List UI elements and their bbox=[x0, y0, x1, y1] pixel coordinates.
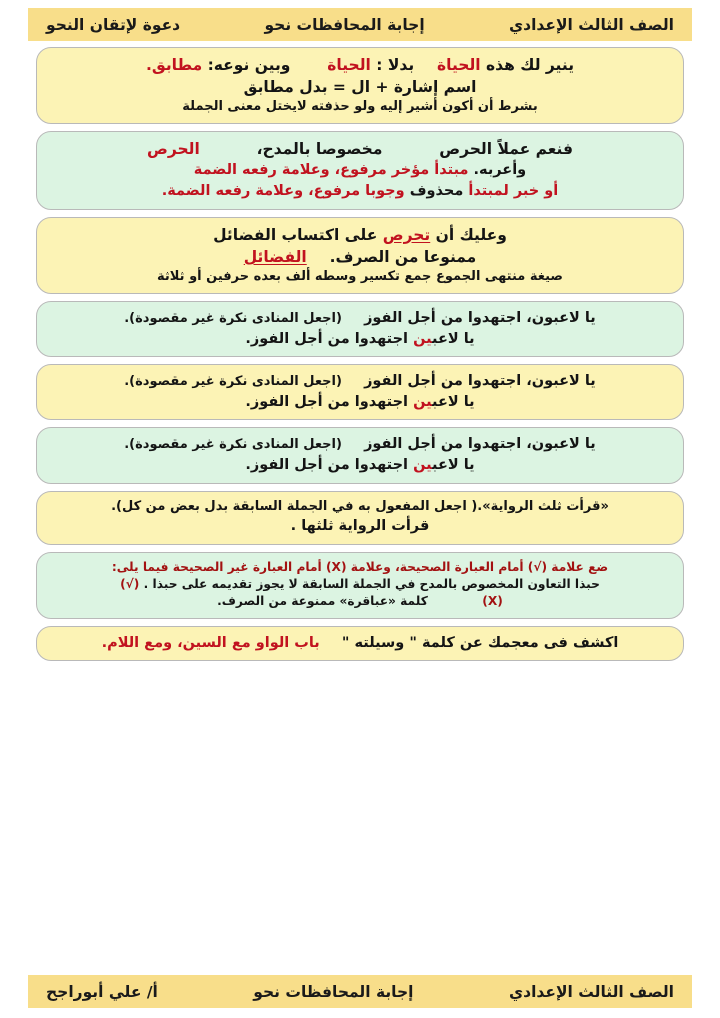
card2-l2-a: وأعربه. bbox=[473, 162, 527, 179]
footer-teacher-label: أ/ علي أبوراجح bbox=[46, 982, 158, 1001]
card1-line1 bbox=[53, 54, 667, 76]
card2-l1-b: مخصوصا بالمدح، bbox=[256, 140, 383, 159]
answer-card-mamnu-min-sarf bbox=[36, 217, 684, 294]
header-class-label: الصف الثالث الإعدادي bbox=[508, 15, 674, 34]
card5-l1-a: يا لاعبون، اجتهدوا من أجل الفوز bbox=[364, 373, 596, 390]
card5-l2-c: اجتهدوا من أجل الفوز. bbox=[245, 393, 408, 410]
card4-l2-c: اجتهدوا من أجل الفوز. bbox=[245, 330, 408, 347]
card2-line2 bbox=[53, 160, 667, 181]
card1-l1-highlight-3: مطابق. bbox=[145, 56, 203, 74]
card9-l1-a: اكشف فى معجمك عن كلمة " وسيلته " bbox=[341, 634, 619, 651]
card2-l3-c: وجوبا مرفوع، وعلامة رفعه الضمة. bbox=[161, 183, 405, 200]
card3-l2-a: ممنوعا من الصرف. bbox=[329, 247, 477, 266]
footer-banner bbox=[28, 975, 692, 1008]
card8-prompt-a: ضع علامة (√) أمام العبارة الصحيحة، وعلامة bbox=[350, 559, 609, 574]
card2-l1-a: فنعم عملاً الحرص bbox=[439, 140, 573, 159]
card2-l3-a: أو خبر لمبتدأ bbox=[468, 183, 559, 200]
card1-line3: بشرط أن أكون أشير إليه ولو حذفته لايختل معنى الجملة bbox=[182, 99, 538, 114]
card8-prompt-c: أمام العبارة غير الصحيحة فيما يلى: bbox=[111, 559, 322, 574]
card6-line2 bbox=[53, 455, 667, 476]
card8-q1-answer-mark: (√) bbox=[120, 576, 140, 591]
content-area bbox=[0, 41, 720, 975]
card9-line1 bbox=[53, 633, 667, 654]
card8-prompt-mark-x: (X) bbox=[325, 559, 347, 574]
card6-l2-highlight: ين bbox=[413, 456, 433, 473]
card8-question-2 bbox=[53, 593, 667, 610]
card5-line1 bbox=[53, 371, 667, 392]
card3-l2-highlight: الفضائل bbox=[243, 247, 307, 266]
card1-line2: اسم إشارة + ال = بدل مطابق bbox=[243, 78, 477, 96]
card3-line1 bbox=[53, 224, 667, 246]
card5-line2 bbox=[53, 392, 667, 413]
card3-l1-highlight: تحرص bbox=[382, 225, 431, 244]
card2-l3-b: محذوف bbox=[409, 183, 464, 200]
card6-l1-instruction: (اجعل المنادى نكرة غير مقصودة). bbox=[124, 437, 342, 453]
card1-l1-highlight-1: الحياة bbox=[437, 56, 481, 74]
card3-l1-a: وعليك أن bbox=[435, 225, 507, 244]
card2-l1-highlight: الحرص bbox=[147, 140, 200, 159]
card6-l2-a: يا لاعب bbox=[432, 456, 475, 473]
card4-line2 bbox=[53, 329, 667, 350]
card4-l1-a: يا لاعبون، اجتهدوا من أجل الفوز bbox=[364, 310, 596, 327]
answer-card-badal-baad bbox=[36, 491, 684, 545]
card6-l2-c: اجتهدوا من أجل الفوز. bbox=[245, 456, 408, 473]
card7-line1: «قرأت ثلث الرواية».( اجعل المفعول به في الجملة السابقة بدل بعض من كل). bbox=[111, 498, 609, 514]
footer-subject-label: إجابة المحافظات نحو bbox=[253, 982, 414, 1001]
card4-l2-highlight: ين bbox=[413, 330, 433, 347]
answer-card-mujam bbox=[36, 626, 684, 662]
card1-l1-a: ينير لك هذه bbox=[486, 56, 575, 74]
card7-line2: قرأت الرواية ثلثها . bbox=[290, 517, 430, 534]
card6-l1-a: يا لاعبون، اجتهدوا من أجل الفوز bbox=[364, 436, 596, 453]
answer-card-badal-mutabiq bbox=[36, 47, 684, 124]
card5-l2-highlight: ين bbox=[413, 393, 433, 410]
card3-l1-c: على اكتساب الفضائل bbox=[213, 225, 378, 244]
header-slogan-label: دعوة لإتقان النحو bbox=[46, 15, 181, 34]
card1-l1-e: وبين نوعه: bbox=[207, 56, 291, 74]
card5-l2-a: يا لاعب bbox=[432, 393, 475, 410]
card6-line1 bbox=[53, 434, 667, 455]
card3-line3: صيغة منتهى الجموع جمع تكسير وسطه ألف بعده حرفين أو ثلاثة bbox=[157, 268, 563, 284]
card5-l1-instruction: (اجعل المنادى نكرة غير مقصودة). bbox=[124, 374, 342, 390]
card4-l1-instruction: (اجعل المنادى نكرة غير مقصودة). bbox=[124, 311, 342, 327]
card8-question-1 bbox=[53, 576, 667, 593]
card8-q2-answer-mark: (X) bbox=[482, 594, 503, 609]
card3-line2 bbox=[53, 246, 667, 268]
card2-line1 bbox=[53, 138, 667, 160]
card9-l1-highlight: باب الواو مع السين، ومع اللام. bbox=[101, 634, 320, 651]
card1-l1-c: بدلا : bbox=[376, 56, 415, 74]
card4-l2-a: يا لاعب bbox=[432, 330, 475, 347]
header-banner bbox=[28, 8, 692, 41]
card8-q2-text: كلمة «عباقرة» ممنوعة من الصرف. bbox=[217, 594, 428, 609]
card4-line1 bbox=[53, 308, 667, 329]
card8-q1-text: حبذا التعاون المخصوص بالمدح في الجملة السابقة لا يجوز تقديمه على حبذا . bbox=[143, 576, 600, 591]
answer-card-munada-3 bbox=[36, 427, 684, 483]
answer-card-madh-hirs bbox=[36, 131, 684, 209]
header-subject-label: إجابة المحافظات نحو bbox=[264, 15, 425, 34]
card2-l2-highlight: مبتدأ مؤخر مرفوع، وعلامة رفعه الضمة bbox=[193, 162, 469, 179]
footer-class-label: الصف الثالث الإعدادي bbox=[508, 982, 674, 1001]
card8-prompt bbox=[53, 559, 667, 576]
answer-card-true-false bbox=[36, 552, 684, 619]
answer-card-munada-2 bbox=[36, 364, 684, 420]
card2-line3 bbox=[53, 181, 667, 202]
card1-l1-highlight-2: الحياة bbox=[327, 56, 371, 74]
answer-card-munada-1 bbox=[36, 301, 684, 357]
